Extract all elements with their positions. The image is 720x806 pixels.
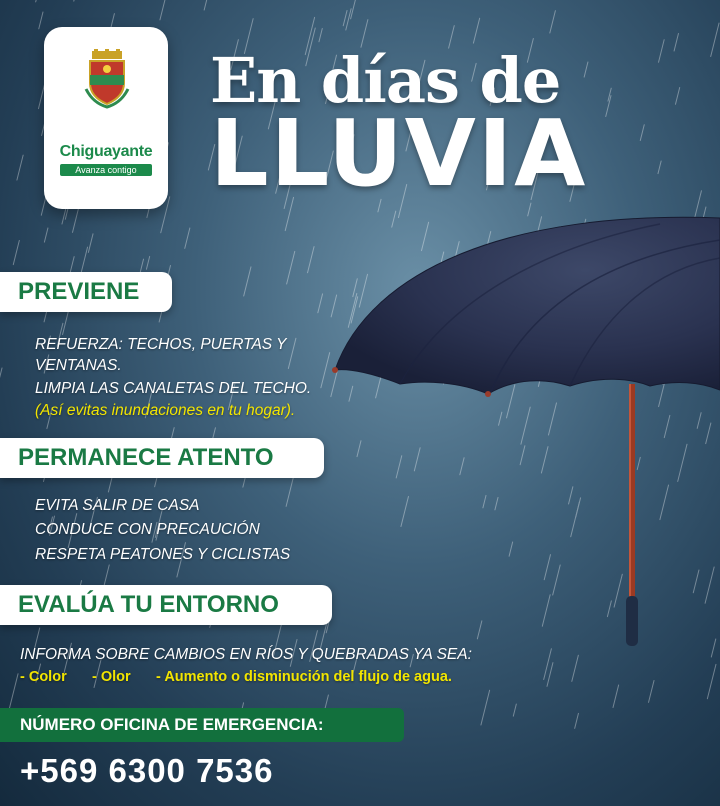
- logo-slogan: Avanza contigo: [60, 164, 152, 176]
- atento-item-1: EVITA SALIR DE CASA: [35, 497, 200, 514]
- rain-streak: [711, 23, 719, 56]
- rain-streak: [244, 267, 251, 296]
- rain-streak: [658, 161, 661, 174]
- rain-streak: [13, 240, 19, 264]
- rain-streak: [584, 62, 588, 77]
- rain-streak: [17, 155, 23, 180]
- title-line-2: LLUVIA: [210, 100, 588, 207]
- rain-streak: [513, 704, 516, 716]
- atento-item-3: RESPETA PEATONES Y CICLISTAS: [35, 546, 291, 563]
- rain-streak: [88, 234, 93, 253]
- rain-streak: [287, 251, 295, 284]
- rain-streak: [707, 664, 716, 698]
- rain-streak: [674, 33, 678, 51]
- entorno-option-color: - Color: [20, 669, 67, 685]
- rain-streak: [185, 228, 190, 248]
- rain-streak: [160, 0, 165, 20]
- rain-streak: [286, 478, 293, 507]
- atento-item-2: CONDUCE CON PRECAUCIÓN: [35, 521, 260, 538]
- rain-streak: [0, 368, 2, 387]
- umbrella-illustration: [330, 200, 720, 660]
- rain-streak: [9, 674, 18, 711]
- rain-streak: [550, 11, 556, 33]
- rain-streak: [319, 29, 322, 42]
- entorno-intro: INFORMA SOBRE CAMBIOS EN RÍOS Y QUEBRADAS YA SEA:: [20, 646, 472, 663]
- rain-streak: [675, 87, 679, 104]
- rain-streak: [473, 18, 479, 43]
- rain-streak: [146, 256, 149, 269]
- entorno-option-flujo: - Aumento o disminución del flujo de agua.: [156, 669, 452, 685]
- rain-streak: [575, 713, 579, 728]
- rain-streak: [318, 294, 323, 313]
- rain-streak: [62, 209, 66, 224]
- rain-streak: [481, 690, 490, 725]
- rain-streak: [74, 0, 82, 1]
- rain-streak: [649, 680, 654, 702]
- rain-streak: [547, 663, 553, 687]
- previene-item-2: VENTANAS.: [35, 357, 122, 374]
- coat-of-arms-icon: [84, 49, 130, 109]
- rain-streak: [613, 685, 619, 707]
- rain-streak: [308, 247, 315, 273]
- heading-evalua-entorno: EVALÚA TU ENTORNO: [0, 585, 332, 625]
- logo-name: Chiguayante: [59, 143, 153, 160]
- rain-streak: [36, 0, 42, 2]
- logo-card: [44, 27, 168, 209]
- emergency-label: NÚMERO OFICINA DE EMERGENCIA:: [0, 708, 404, 742]
- heading-permanece-atento: PERMANECE ATENTO: [0, 438, 324, 478]
- rain-streak: [73, 207, 79, 232]
- previene-item-3: LIMPIA LAS CANALETAS DEL TECHO.: [35, 380, 312, 397]
- rain-streak: [321, 353, 330, 388]
- emergency-phone[interactable]: +569 6300 7536: [20, 752, 274, 789]
- rain-streak: [204, 0, 211, 10]
- rain-streak: [39, 12, 43, 29]
- rain-streak: [44, 228, 48, 242]
- previene-item-1: REFUERZA: TECHOS, PUERTAS Y: [35, 336, 287, 353]
- rain-streak: [640, 125, 644, 141]
- rain-streak: [659, 40, 665, 63]
- title-line-1: En días de: [210, 44, 561, 117]
- rain-streak: [343, 10, 347, 25]
- rain-streak: [288, 338, 296, 368]
- entorno-option-olor: - Olor: [92, 669, 131, 685]
- previene-note: (Así evitas inundaciones en tu hogar).: [35, 402, 296, 419]
- heading-previene: PREVIENE: [0, 272, 172, 312]
